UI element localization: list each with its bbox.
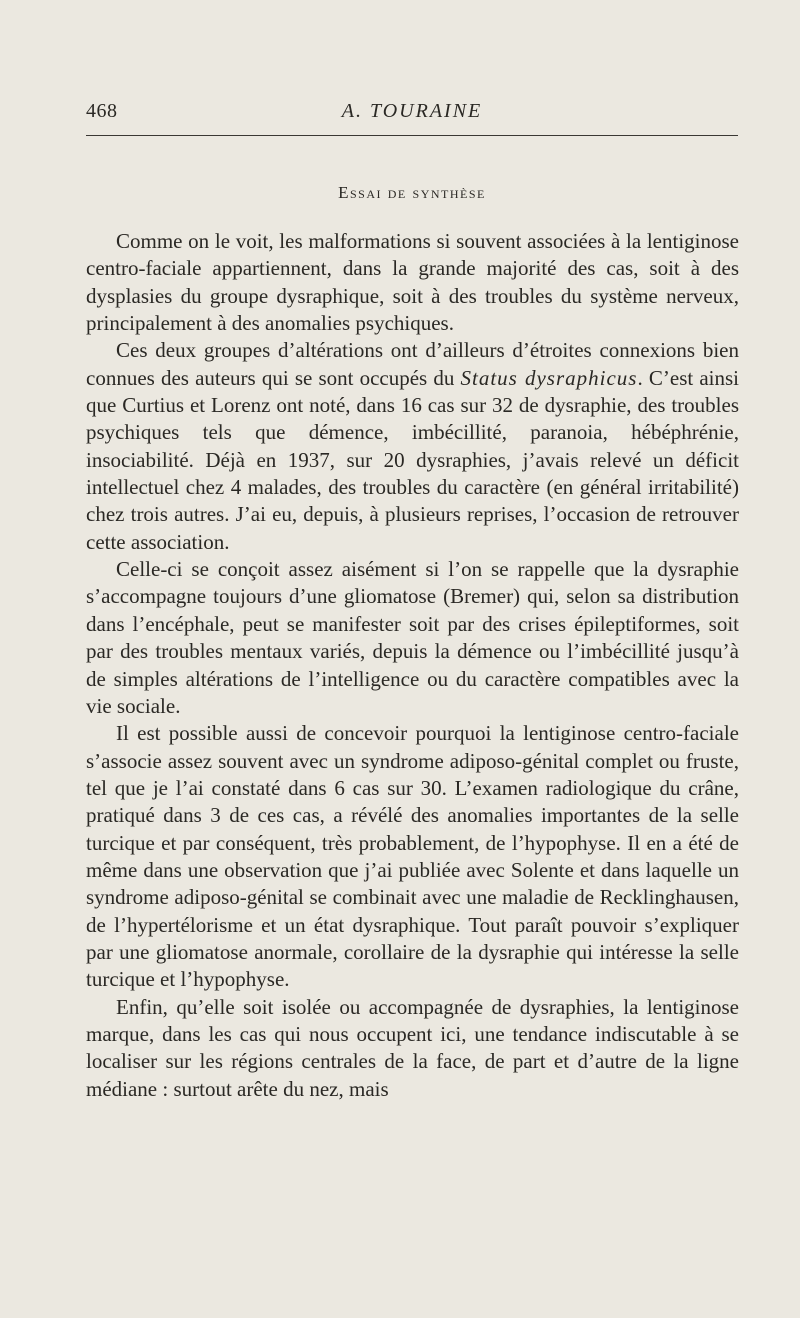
italic-term: Status dysraphicus: [460, 365, 638, 390]
paragraph: Enfin, qu’elle soit isolée ou accompagnée de dysraphies, la lentiginose marque, dans les cas qui nous occupent ici, une tendance indiscutable à se localiser sur les régions centrales de la face, de part et d’autre de la ligne médiane : surtout arête du nez, mais: [86, 994, 739, 1101]
paragraph-text: . C’est ainsi que Curtius et Lorenz ont noté, dans 16 cas sur 32 de dysraphie, des troubles psychiques tels que démence, imbécillité, paranoia, hébéphrénie, insociabilité. Déjà en 1937, sur 20 dysraphies, j’avais relevé un déficit intellectuel chez 4 malades, des troubles du caractère (en général irritabilité) chez trois autres. J’ai eu, depuis, à plusieurs reprises, l’occasion de retrouver cette association.: [86, 365, 739, 554]
body-text: [86, 228, 739, 1103]
paragraph: [86, 337, 739, 556]
paragraph: Il est possible aussi de concevoir pourquoi la lentiginose centro-faciale s’associe assez souvent avec un syndrome adiposo-génital complet ou fruste, tel que je l’ai constaté dans 6 cas sur 30. L’examen radiologique du crâne, pratiqué dans 3 de ces cas, a révélé des anomalies importantes de la selle turcique et par conséquent, très probablement, de l’hypophyse. Il en a été de même dans une observation que j’ai publiée avec Solente et dans laquelle un syndrome adiposo-génital se combinait avec une maladie de Recklinghausen, de l’hypertélorisme et un état dysraphique. Tout paraît pouvoir s’expliquer par une gliomatose anormale, corollaire de la dysraphie qui intéresse la selle turcique et l’hypophyse.: [86, 721, 739, 992]
paragraph: Comme on le voit, les malformations si souvent associées à la lentiginose centro-faciale appartiennent, dans la grande majorité des cas, soit à des dysplasies du groupe dysraphique, soit à des troubles du système nerveux, principalement à des anomalies psychiques.: [86, 229, 739, 336]
paragraph-text: Ces deux groupes d’altérations ont d’ailleurs d’étroites connexions bien connues des auteurs qui se sont occupés du: [86, 338, 739, 390]
page-header: [86, 100, 738, 134]
paragraph: Celle-ci se conçoit assez aisément si l’on se rappelle que la dysraphie s’accompagne toujours d’une gliomatose (Bremer) qui, selon sa distribution dans l’encéphale, peut se manifester soit par des crises épileptiformes, soit par des troubles mentaux variés, depuis la démence ou l’imbécillité jusqu’à de simples altérations de l’intelligence ou du caractère compatibles avec la vie sociale.: [86, 557, 739, 718]
running-head: A. TOURAINE: [341, 100, 483, 122]
section-title: Essai de synthèse: [338, 183, 486, 202]
page-number: 468: [86, 100, 118, 122]
header-rule: [86, 135, 738, 136]
